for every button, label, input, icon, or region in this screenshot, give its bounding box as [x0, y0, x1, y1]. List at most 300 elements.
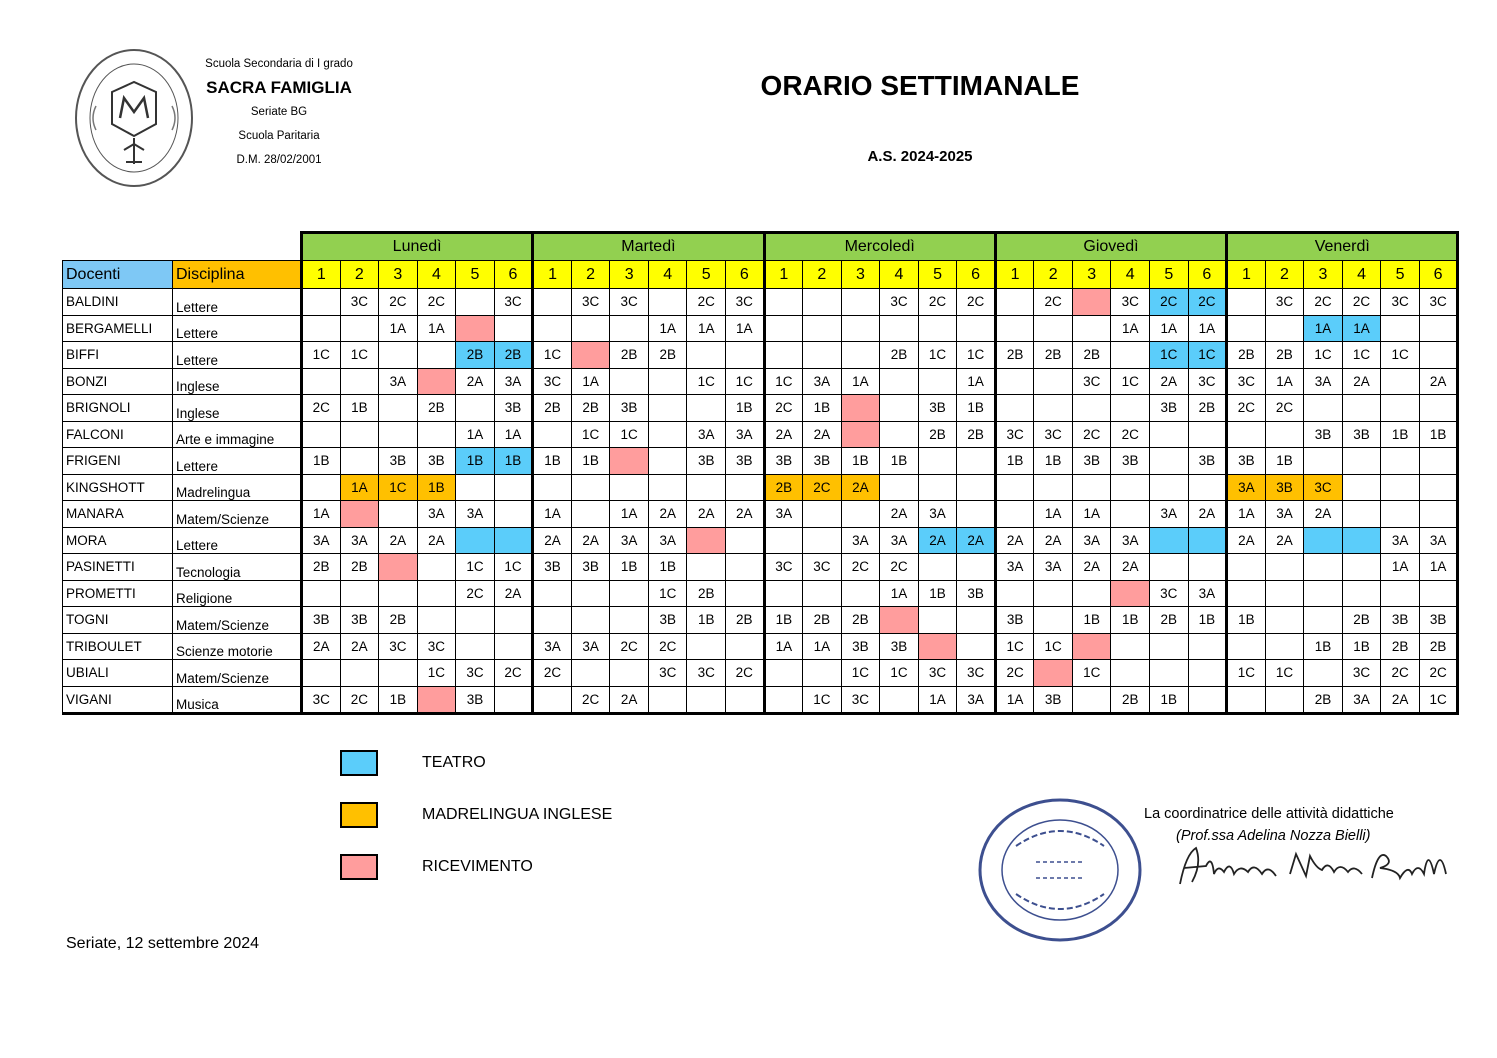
schedule-cell [687, 395, 726, 422]
schedule-cell: 1C [957, 342, 996, 369]
schedule-cell: 1B [880, 448, 919, 475]
schedule-cell [995, 395, 1034, 422]
schedule-cell: 2B [957, 421, 996, 448]
schedule-cell: 1B [302, 448, 341, 475]
hour-header: 3 [379, 261, 418, 289]
timetable [62, 231, 1459, 715]
schedule-cell: 1A [764, 633, 803, 660]
table-row [63, 686, 1458, 714]
schedule-cell [1072, 580, 1111, 607]
schedule-cell: 2C [533, 660, 572, 687]
schedule-cell [302, 580, 341, 607]
schedule-cell: 2C [1227, 395, 1266, 422]
schedule-cell: 2A [1381, 686, 1420, 714]
schedule-cell: 3B [533, 554, 572, 581]
legend-item-madrelingua [340, 802, 740, 832]
schedule-cell: 3C [726, 289, 765, 316]
schedule-cell: 2B [1150, 607, 1189, 634]
schedule-cell [1304, 395, 1343, 422]
schedule-cell: 3B [648, 607, 687, 634]
schedule-cell: 3B [726, 448, 765, 475]
schedule-cell [995, 289, 1034, 316]
schedule-cell [803, 580, 842, 607]
schedule-cell [340, 448, 379, 475]
schedule-cell [1342, 501, 1381, 528]
schedule-cell [1381, 395, 1420, 422]
schedule-cell: 1B [726, 395, 765, 422]
schedule-cell: 1C [841, 660, 880, 687]
schedule-cell: 2C [1188, 289, 1227, 316]
coordinator-title: La coordinatrice delle attività didattiche [1144, 806, 1394, 822]
schedule-cell: 2B [687, 580, 726, 607]
schedule-cell [1419, 315, 1458, 342]
schedule-cell [456, 395, 495, 422]
schedule-cell: 3B [1150, 395, 1189, 422]
schedule-cell: 3C [1227, 368, 1266, 395]
table-row [63, 395, 1458, 422]
schedule-cell [1111, 501, 1150, 528]
schedule-cell: 1A [648, 315, 687, 342]
schedule-cell [571, 660, 610, 687]
schedule-cell: 3A [379, 368, 418, 395]
teacher-name: TRIBOULET [63, 633, 173, 660]
schedule-cell [533, 289, 572, 316]
schedule-cell [1304, 660, 1343, 687]
schedule-cell: 1A [1227, 501, 1266, 528]
schedule-cell: 2B [417, 395, 456, 422]
schedule-cell: 2C [302, 395, 341, 422]
schedule-cell: 3C [1150, 580, 1189, 607]
table-row [63, 315, 1458, 342]
teacher-name: UBIALI [63, 660, 173, 687]
schedule-cell: 2C [918, 289, 957, 316]
schedule-cell: 3B [1111, 448, 1150, 475]
schedule-cell: 1C [1342, 342, 1381, 369]
schedule-cell: 1A [571, 368, 610, 395]
table-row [63, 342, 1458, 369]
subject-name: Matem/Scienze [173, 501, 302, 528]
schedule-cell [1111, 580, 1150, 607]
schedule-cell [533, 315, 572, 342]
schedule-cell [1342, 395, 1381, 422]
teacher-name: KINGSHOTT [63, 474, 173, 501]
subject-name: Arte e immagine [173, 421, 302, 448]
schedule-cell [880, 421, 919, 448]
school-decree: D.M. 28/02/2001 [236, 154, 322, 166]
hour-header: 6 [1419, 261, 1458, 289]
schedule-cell [1150, 474, 1189, 501]
subject-name: Inglese [173, 395, 302, 422]
schedule-cell [379, 660, 418, 687]
schedule-cell: 2B [648, 342, 687, 369]
schedule-cell: 2B [533, 395, 572, 422]
schedule-cell [687, 474, 726, 501]
subject-name: Tecnologia [173, 554, 302, 581]
schedule-cell: 3A [880, 527, 919, 554]
schedule-cell [302, 368, 341, 395]
schedule-cell: 2A [610, 686, 649, 714]
schedule-cell: 1A [302, 501, 341, 528]
schedule-cell [571, 474, 610, 501]
signature [1172, 834, 1462, 892]
schedule-cell: 3C [456, 660, 495, 687]
schedule-cell [995, 368, 1034, 395]
schedule-cell: 1A [1381, 554, 1420, 581]
schedule-cell: 3C [610, 289, 649, 316]
schedule-cell [417, 554, 456, 581]
hour-header: 4 [417, 261, 456, 289]
schedule-cell: 2C [1111, 421, 1150, 448]
subject-name: Lettere [173, 448, 302, 475]
schedule-cell: 1B [957, 395, 996, 422]
schedule-cell: 2A [1304, 501, 1343, 528]
hour-header: 6 [957, 261, 996, 289]
schedule-cell: 1A [687, 315, 726, 342]
schedule-cell: 1B [1419, 421, 1458, 448]
schedule-cell [1419, 395, 1458, 422]
schedule-cell [995, 315, 1034, 342]
table-row [63, 660, 1458, 687]
schedule-cell: 3A [803, 368, 842, 395]
schedule-cell: 3B [379, 448, 418, 475]
schedule-cell: 1B [1381, 421, 1420, 448]
schedule-cell: 1A [880, 580, 919, 607]
hour-header: 3 [841, 261, 880, 289]
schedule-cell: 2B [379, 607, 418, 634]
schedule-cell: 2A [494, 580, 533, 607]
schedule-cell [1072, 289, 1111, 316]
schedule-cell [340, 580, 379, 607]
schedule-cell [764, 527, 803, 554]
schedule-cell [1227, 554, 1266, 581]
schedule-cell [648, 421, 687, 448]
hour-header: 2 [340, 261, 379, 289]
schedule-cell: 2B [726, 607, 765, 634]
schedule-cell [957, 554, 996, 581]
column-header-row [63, 261, 1458, 289]
schedule-cell: 3A [648, 527, 687, 554]
schedule-cell [302, 421, 341, 448]
schedule-cell [764, 342, 803, 369]
day-header-row [63, 233, 1458, 261]
teacher-name: FRIGENI [63, 448, 173, 475]
schedule-cell: 3C [1188, 368, 1227, 395]
schedule-cell: 2A [1072, 554, 1111, 581]
schedule-cell: 1A [1072, 501, 1111, 528]
schedule-cell [764, 315, 803, 342]
schedule-cell [610, 315, 649, 342]
schedule-cell [1342, 474, 1381, 501]
schedule-cell [957, 315, 996, 342]
schedule-cell [456, 474, 495, 501]
teacher-name: MANARA [63, 501, 173, 528]
schedule-cell [1381, 315, 1420, 342]
schedule-cell: 1B [610, 554, 649, 581]
day-header: Martedì [533, 233, 764, 261]
schedule-cell [302, 474, 341, 501]
schedule-cell [1034, 660, 1073, 687]
teacher-name: MORA [63, 527, 173, 554]
schedule-cell: 1A [1342, 315, 1381, 342]
schedule-cell [571, 315, 610, 342]
schedule-cell: 3B [494, 395, 533, 422]
table-corner-empty [63, 233, 302, 261]
schedule-cell [417, 368, 456, 395]
schedule-cell: 1B [1342, 633, 1381, 660]
schedule-cell [957, 633, 996, 660]
schedule-cell [379, 421, 418, 448]
schedule-cell: 1A [379, 315, 418, 342]
schedule-cell [1342, 527, 1381, 554]
hour-header: 2 [1034, 261, 1073, 289]
schedule-cell: 3C [533, 368, 572, 395]
schedule-cell: 3A [995, 554, 1034, 581]
schedule-cell: 2A [1227, 527, 1266, 554]
schedule-cell: 2C [610, 633, 649, 660]
schedule-cell: 3C [918, 660, 957, 687]
schedule-cell [1188, 527, 1227, 554]
header-disciplina: Disciplina [173, 261, 302, 289]
hour-header: 2 [1265, 261, 1304, 289]
schedule-cell [1342, 580, 1381, 607]
schedule-cell: 2B [302, 554, 341, 581]
schedule-cell: 3A [417, 501, 456, 528]
schedule-cell [610, 660, 649, 687]
schedule-cell: 2A [957, 527, 996, 554]
schedule-cell [648, 289, 687, 316]
schedule-cell: 1B [803, 395, 842, 422]
table-row [63, 580, 1458, 607]
schedule-cell [1111, 474, 1150, 501]
schedule-cell [340, 368, 379, 395]
teacher-name: PROMETTI [63, 580, 173, 607]
schedule-cell: 3B [1188, 448, 1227, 475]
schedule-cell [340, 315, 379, 342]
schedule-cell [648, 686, 687, 714]
schedule-cell: 1A [1265, 368, 1304, 395]
schedule-cell [417, 607, 456, 634]
schedule-cell: 2C [1265, 395, 1304, 422]
schedule-cell: 1C [764, 368, 803, 395]
schedule-cell: 2B [918, 421, 957, 448]
schedule-cell: 3B [803, 448, 842, 475]
schedule-cell: 1A [995, 686, 1034, 714]
schedule-cell [1227, 633, 1266, 660]
schedule-cell: 3A [726, 421, 765, 448]
schedule-cell: 3C [803, 554, 842, 581]
schedule-cell: 3C [1304, 474, 1343, 501]
teacher-name: TOGNI [63, 607, 173, 634]
hour-header: 6 [726, 261, 765, 289]
schedule-cell [841, 421, 880, 448]
school-level: Scuola Secondaria di I grado [205, 58, 353, 70]
schedule-cell: 1C [918, 342, 957, 369]
schedule-cell: 1C [610, 421, 649, 448]
hour-header: 6 [1188, 261, 1227, 289]
schedule-cell: 1A [1304, 315, 1343, 342]
schedule-cell [1034, 368, 1073, 395]
schedule-cell [1304, 580, 1343, 607]
schedule-cell: 2C [803, 474, 842, 501]
schedule-cell: 2C [726, 660, 765, 687]
schedule-cell: 3B [571, 554, 610, 581]
schedule-cell [648, 448, 687, 475]
schedule-cell: 1A [494, 421, 533, 448]
schedule-cell: 2C [571, 686, 610, 714]
schedule-cell [494, 501, 533, 528]
subject-name: Matem/Scienze [173, 660, 302, 687]
schedule-cell: 3B [340, 607, 379, 634]
schedule-cell: 2C [1034, 289, 1073, 316]
schedule-cell [417, 580, 456, 607]
schedule-cell [764, 289, 803, 316]
schedule-cell: 2C [995, 660, 1034, 687]
schedule-cell [1150, 421, 1189, 448]
schedule-cell: 3A [1342, 686, 1381, 714]
schedule-cell: 2B [1111, 686, 1150, 714]
schedule-cell [1419, 501, 1458, 528]
schedule-cell: 3C [571, 289, 610, 316]
schedule-cell: 3A [1419, 527, 1458, 554]
schedule-cell: 3C [494, 289, 533, 316]
schedule-cell [1265, 686, 1304, 714]
legend-item-teatro [340, 750, 740, 780]
schedule-cell [841, 501, 880, 528]
schedule-cell: 1C [803, 686, 842, 714]
hour-header: 1 [302, 261, 341, 289]
schedule-cell: 2A [803, 421, 842, 448]
schedule-cell: 3B [1419, 607, 1458, 634]
hour-header: 3 [610, 261, 649, 289]
school-type: Scuola Paritaria [238, 130, 320, 142]
schedule-cell [417, 686, 456, 714]
schedule-cell: 3B [687, 448, 726, 475]
schedule-cell: 2A [1188, 501, 1227, 528]
schedule-cell [1034, 474, 1073, 501]
schedule-cell: 3C [1419, 289, 1458, 316]
schedule-cell [1304, 607, 1343, 634]
schedule-cell [610, 368, 649, 395]
schedule-cell [687, 342, 726, 369]
subject-name: Matem/Scienze [173, 607, 302, 634]
schedule-cell [1419, 580, 1458, 607]
schedule-cell: 3B [1072, 448, 1111, 475]
table-row [63, 474, 1458, 501]
schedule-cell: 1C [1419, 686, 1458, 714]
schedule-cell [1304, 448, 1343, 475]
schedule-cell: 3A [571, 633, 610, 660]
schedule-cell: 2B [841, 607, 880, 634]
schedule-cell [726, 686, 765, 714]
subject-name: Religione [173, 580, 302, 607]
schedule-cell [880, 607, 919, 634]
schedule-cell: 2A [379, 527, 418, 554]
table-row [63, 448, 1458, 475]
schedule-cell [687, 686, 726, 714]
schedule-cell: 3B [1304, 421, 1343, 448]
schedule-cell: 1B [1034, 448, 1073, 475]
schedule-cell: 1A [726, 315, 765, 342]
schedule-cell [610, 448, 649, 475]
schedule-cell [1227, 315, 1266, 342]
table-row [63, 633, 1458, 660]
schedule-cell: 1A [533, 501, 572, 528]
schedule-cell: 1C [687, 368, 726, 395]
schedule-cell: 1C [417, 660, 456, 687]
schedule-cell [302, 660, 341, 687]
schedule-cell [456, 607, 495, 634]
hour-header: 5 [456, 261, 495, 289]
schedule-cell [1227, 686, 1266, 714]
schedule-cell: 1C [1034, 633, 1073, 660]
schedule-cell [995, 580, 1034, 607]
schedule-cell [1227, 289, 1266, 316]
schedule-cell [379, 395, 418, 422]
table-row [63, 501, 1458, 528]
schedule-cell: 1B [841, 448, 880, 475]
schedule-cell: 2B [1072, 342, 1111, 369]
schedule-cell: 3C [417, 633, 456, 660]
schedule-cell: 1C [880, 660, 919, 687]
schedule-cell [726, 527, 765, 554]
schedule-cell: 3B [995, 607, 1034, 634]
schedule-cell [957, 501, 996, 528]
schedule-cell: 2C [648, 633, 687, 660]
schedule-cell [648, 395, 687, 422]
schedule-cell: 2A [1265, 527, 1304, 554]
schedule-cell [687, 633, 726, 660]
schedule-cell: 3B [880, 633, 919, 660]
schedule-cell [803, 501, 842, 528]
schedule-cell [1111, 342, 1150, 369]
schedule-cell: 2C [880, 554, 919, 581]
schedule-cell: 1C [1072, 660, 1111, 687]
schedule-cell: 2B [571, 395, 610, 422]
schedule-cell [1265, 315, 1304, 342]
subject-name: Madrelingua [173, 474, 302, 501]
schedule-cell [571, 607, 610, 634]
schedule-cell: 2B [1419, 633, 1458, 660]
schedule-cell: 2A [1342, 368, 1381, 395]
schedule-cell: 1B [494, 448, 533, 475]
schedule-cell: 2C [379, 289, 418, 316]
schedule-cell: 3C [1265, 289, 1304, 316]
schedule-cell [841, 289, 880, 316]
schedule-cell: 1B [340, 395, 379, 422]
schedule-cell [726, 342, 765, 369]
schedule-cell: 1C [1188, 342, 1227, 369]
schedule-cell: 3A [1381, 527, 1420, 554]
schedule-cell: 3C [1381, 289, 1420, 316]
date-line: Seriate, 12 settembre 2024 [66, 935, 260, 952]
school-logo [72, 46, 196, 190]
schedule-cell: 2B [1265, 342, 1304, 369]
schedule-cell [1227, 580, 1266, 607]
schedule-cell [1034, 395, 1073, 422]
schedule-cell [1381, 448, 1420, 475]
schedule-cell: 2C [494, 660, 533, 687]
day-header: Giovedì [995, 233, 1226, 261]
schedule-cell [1304, 554, 1343, 581]
hour-header: 4 [648, 261, 687, 289]
hour-header: 5 [687, 261, 726, 289]
schedule-cell: 1A [1034, 501, 1073, 528]
schedule-cell: 1B [918, 580, 957, 607]
schedule-cell [1150, 660, 1189, 687]
schedule-cell: 2B [456, 342, 495, 369]
schedule-cell [417, 421, 456, 448]
schedule-cell [841, 580, 880, 607]
